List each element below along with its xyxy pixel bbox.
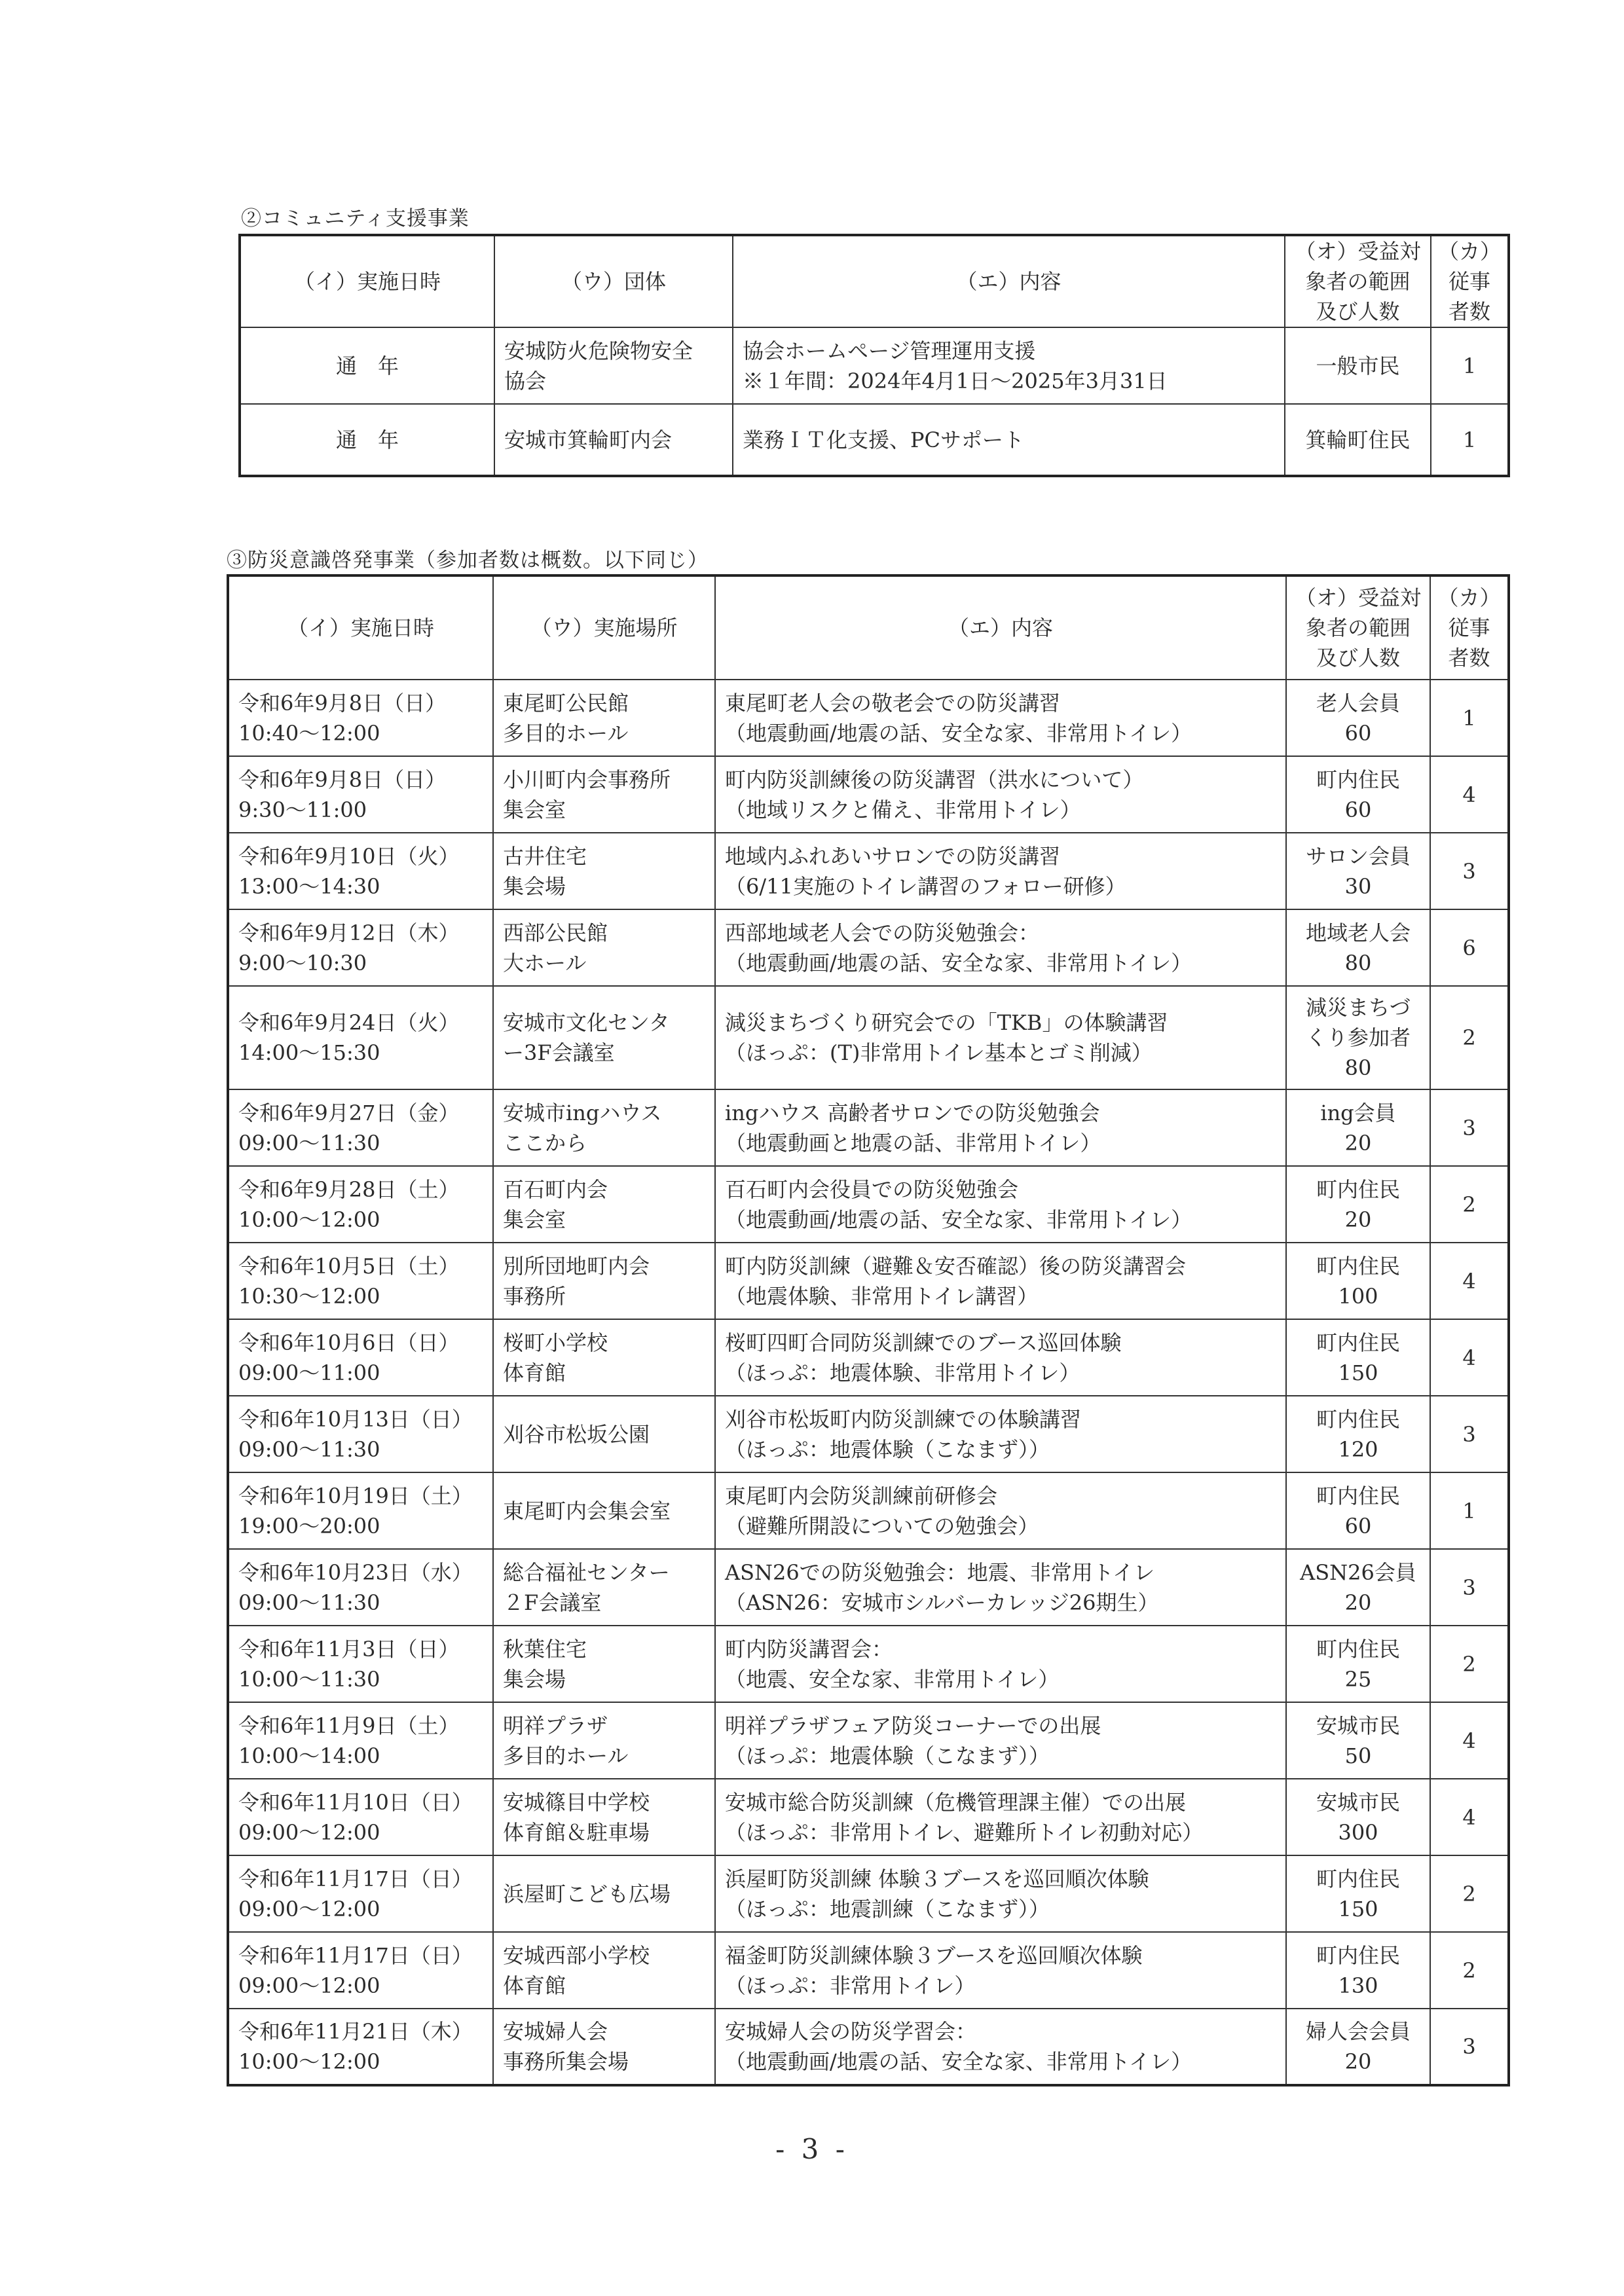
cell-place: 安城婦人会 事務所集会場 [493,2009,715,2085]
cell-content: ASN26での防災勉強会：地震、非常用トイレ （ASN26：安城市シルバーカレッジ26期生） [715,1549,1286,1626]
cell-staff: 2 [1430,986,1509,1089]
cell-organization: 安城市箕輪町内会 [494,404,733,476]
cell-beneficiary: 町内住民 150 [1286,1319,1430,1396]
table-row [228,1779,1509,1855]
cell-date: 令和6年10月13日（日） 09:00～11:30 [228,1396,493,1472]
cell-staff: 3 [1430,2009,1509,2085]
cell-beneficiary: 一般市民 [1285,327,1431,404]
table-row [228,1626,1509,1702]
table-row [228,909,1509,986]
cell-beneficiary: 町内住民 60 [1286,756,1430,833]
cell-content: 東尾町内会防災訓練前研修会 （避難所開設についての勉強会） [715,1472,1286,1549]
table-row [228,680,1509,756]
cell-date: 令和6年9月8日（日） 10:40～12:00 [228,680,493,756]
cell-place: 秋葉住宅 集会場 [493,1626,715,1702]
table-row [228,1855,1509,1932]
cell-beneficiary: 町内住民 150 [1286,1855,1430,1932]
page-number: - 3 - [775,2133,849,2165]
header-beneficiary: （オ）受益対 象者の範囲 及び人数 [1286,575,1430,680]
cell-date: 令和6年9月28日（土） 10:00～12:00 [228,1166,493,1243]
cell-date: 通 年 [240,404,494,476]
cell-place: 百石町内会 集会室 [493,1166,715,1243]
cell-place: 別所団地町内会 事務所 [493,1243,715,1319]
cell-date: 令和6年9月10日（火） 13:00～14:30 [228,833,493,909]
cell-staff: 3 [1430,833,1509,909]
table-row [228,2009,1509,2085]
cell-date: 令和6年9月24日（火） 14:00～15:30 [228,986,493,1089]
cell-staff: 2 [1430,1855,1509,1932]
cell-content: 東尾町老人会の敬老会での防災講習 （地震動画/地震の話、安全な家、非常用トイレ） [715,680,1286,756]
cell-staff: 3 [1430,1089,1509,1166]
cell-beneficiary: 老人会員 60 [1286,680,1430,756]
cell-staff: 4 [1430,1779,1509,1855]
cell-beneficiary: 減災まちづ くり参加者 80 [1286,986,1430,1089]
cell-staff: 4 [1430,756,1509,833]
cell-staff: 4 [1430,1702,1509,1779]
cell-content: 町内防災訓練後の防災講習（洪水について） （地域リスクと備え、非常用トイレ） [715,756,1286,833]
section3-title: ③防災意識啓発事業（参加者数は概数。以下同じ） [227,549,709,572]
cell-staff: 6 [1430,909,1509,986]
header-organization: （ウ）団体 [494,235,733,327]
table-row [228,1396,1509,1472]
cell-place: 総合福祉センター ２F会議室 [493,1549,715,1626]
cell-place: 東尾町公民館 多目的ホール [493,680,715,756]
header-staff: （カ） 従事 者数 [1430,575,1509,680]
cell-date: 令和6年11月21日（木） 10:00～12:00 [228,2009,493,2085]
cell-beneficiary: 婦人会会員 20 [1286,2009,1430,2085]
cell-content: 協会ホームページ管理運用支援 ※１年間：2024年4月1日～2025年3月31日 [733,327,1285,404]
cell-content: 減災まちづくり研究会での「TKB」の体験講習 （ほっぷ：(T)非常用トイレ基本とゴミ削減） [715,986,1286,1089]
cell-beneficiary: サロン会員 30 [1286,833,1430,909]
table-row [228,1166,1509,1243]
header-date: （イ）実施日時 [240,235,494,327]
cell-beneficiary: 町内住民 120 [1286,1396,1430,1472]
cell-beneficiary: 安城市民 50 [1286,1702,1430,1779]
table-row [228,1243,1509,1319]
table-row [240,404,1509,476]
cell-staff: 2 [1430,1166,1509,1243]
cell-beneficiary: ing会員 20 [1286,1089,1430,1166]
cell-beneficiary: 町内住民 130 [1286,1932,1430,2009]
cell-place: 東尾町内会集会室 [493,1472,715,1549]
header-beneficiary: （オ）受益対 象者の範囲 及び人数 [1285,235,1431,327]
cell-date: 令和6年10月23日（水） 09:00～11:30 [228,1549,493,1626]
cell-content: 安城市総合防災訓練（危機管理課主催）での出展 （ほっぷ：非常用トイレ、避難所トイレ初動対応） [715,1779,1286,1855]
cell-date: 令和6年11月9日（土） 10:00～14:00 [228,1702,493,1779]
cell-staff: 1 [1430,680,1509,756]
cell-content: 業務ＩＴ化支援、PCサポート [733,404,1285,476]
cell-content: 町内防災訓練（避難＆安否確認）後の防災講習会 （地震体験、非常用トイレ講習） [715,1243,1286,1319]
cell-content: 福釜町防災訓練体験３ブースを巡回順次体験 （ほっぷ：非常用トイレ） [715,1932,1286,2009]
table-row [228,1932,1509,2009]
cell-beneficiary: 地域老人会 80 [1286,909,1430,986]
cell-staff: 1 [1431,327,1509,404]
disaster-awareness-table [227,574,1510,2086]
table-row [240,327,1509,404]
cell-content: 百石町内会役員での防災勉強会 （地震動画/地震の話、安全な家、非常用トイレ） [715,1166,1286,1243]
cell-place: 刈谷市松坂公園 [493,1396,715,1472]
cell-staff: 1 [1430,1472,1509,1549]
cell-date: 令和6年10月6日（日） 09:00～11:00 [228,1319,493,1396]
cell-staff: 3 [1430,1396,1509,1472]
cell-place: 安城市ingハウス ここから [493,1089,715,1166]
cell-place: 西部公民館 大ホール [493,909,715,986]
cell-staff: 2 [1430,1932,1509,2009]
cell-date: 令和6年11月17日（日） 09:00～12:00 [228,1855,493,1932]
cell-content: 浜屋町防災訓練 体験３ブースを巡回順次体験 （ほっぷ：地震訓練（こなまず）） [715,1855,1286,1932]
header-content: （エ）内容 [715,575,1286,680]
cell-organization: 安城防火危険物安全 協会 [494,327,733,404]
cell-place: 小川町内会事務所 集会室 [493,756,715,833]
cell-date: 令和6年9月8日（日） 9:30～11:00 [228,756,493,833]
cell-beneficiary: 箕輪町住民 [1285,404,1431,476]
cell-date: 令和6年11月3日（日） 10:00～11:30 [228,1626,493,1702]
table-header-row [228,575,1509,680]
table-row [228,1472,1509,1549]
cell-place: 古井住宅 集会場 [493,833,715,909]
header-place: （ウ）実施場所 [493,575,715,680]
cell-staff: 3 [1430,1549,1509,1626]
cell-beneficiary: 町内住民 20 [1286,1166,1430,1243]
cell-date: 令和6年11月17日（日） 09:00～12:00 [228,1932,493,2009]
cell-content: ingハウス 高齢者サロンでの防災勉強会 （地震動画と地震の話、非常用トイレ） [715,1089,1286,1166]
cell-place: 安城篠目中学校 体育館＆駐車場 [493,1779,715,1855]
cell-date: 令和6年10月19日（土） 19:00～20:00 [228,1472,493,1549]
table-header-row [240,235,1509,327]
cell-staff: 2 [1430,1626,1509,1702]
table-row [228,1089,1509,1166]
cell-beneficiary: 町内住民 25 [1286,1626,1430,1702]
header-content: （エ）内容 [733,235,1285,327]
cell-date: 令和6年10月5日（土） 10:30～12:00 [228,1243,493,1319]
cell-beneficiary: 町内住民 100 [1286,1243,1430,1319]
table-row [228,756,1509,833]
section2-title: ②コミュニティ支援事業 [241,207,470,230]
cell-content: 刈谷市松坂町内防災訓練での体験講習 （ほっぷ：地震体験（こなまず）） [715,1396,1286,1472]
cell-place: 浜屋町こども広場 [493,1855,715,1932]
cell-content: 町内防災講習会： （地震、安全な家、非常用トイレ） [715,1626,1286,1702]
table-row [228,1549,1509,1626]
header-date: （イ）実施日時 [228,575,493,680]
table-row [228,833,1509,909]
cell-date: 通 年 [240,327,494,404]
cell-place: 安城西部小学校 体育館 [493,1932,715,2009]
cell-content: 安城婦人会の防災学習会： （地震動画/地震の話、安全な家、非常用トイレ） [715,2009,1286,2085]
cell-date: 令和6年11月10日（日） 09:00～12:00 [228,1779,493,1855]
table-row [228,1319,1509,1396]
cell-place: 明祥プラザ 多目的ホール [493,1702,715,1779]
cell-staff: 4 [1430,1319,1509,1396]
cell-staff: 1 [1431,404,1509,476]
header-staff: （カ） 従事 者数 [1431,235,1509,327]
cell-place: 桜町小学校 体育館 [493,1319,715,1396]
cell-beneficiary: 安城市民 300 [1286,1779,1430,1855]
community-support-table [238,234,1510,477]
cell-content: 西部地域老人会での防災勉強会： （地震動画/地震の話、安全な家、非常用トイレ） [715,909,1286,986]
cell-content: 桜町四町合同防災訓練でのブース巡回体験 （ほっぷ：地震体験、非常用トイレ） [715,1319,1286,1396]
cell-place: 安城市文化センタ ー3F会議室 [493,986,715,1089]
cell-content: 地域内ふれあいサロンでの防災講習 （6/11実施のトイレ講習のフォロー研修） [715,833,1286,909]
table-row [228,986,1509,1089]
cell-beneficiary: ASN26会員 20 [1286,1549,1430,1626]
cell-beneficiary: 町内住民 60 [1286,1472,1430,1549]
cell-date: 令和6年9月27日（金） 09:00～11:30 [228,1089,493,1166]
cell-date: 令和6年9月12日（木） 9:00～10:30 [228,909,493,986]
table-row [228,1702,1509,1779]
cell-content: 明祥プラザフェア防災コーナーでの出展 （ほっぷ：地震体験（こなまず）） [715,1702,1286,1779]
cell-staff: 4 [1430,1243,1509,1319]
